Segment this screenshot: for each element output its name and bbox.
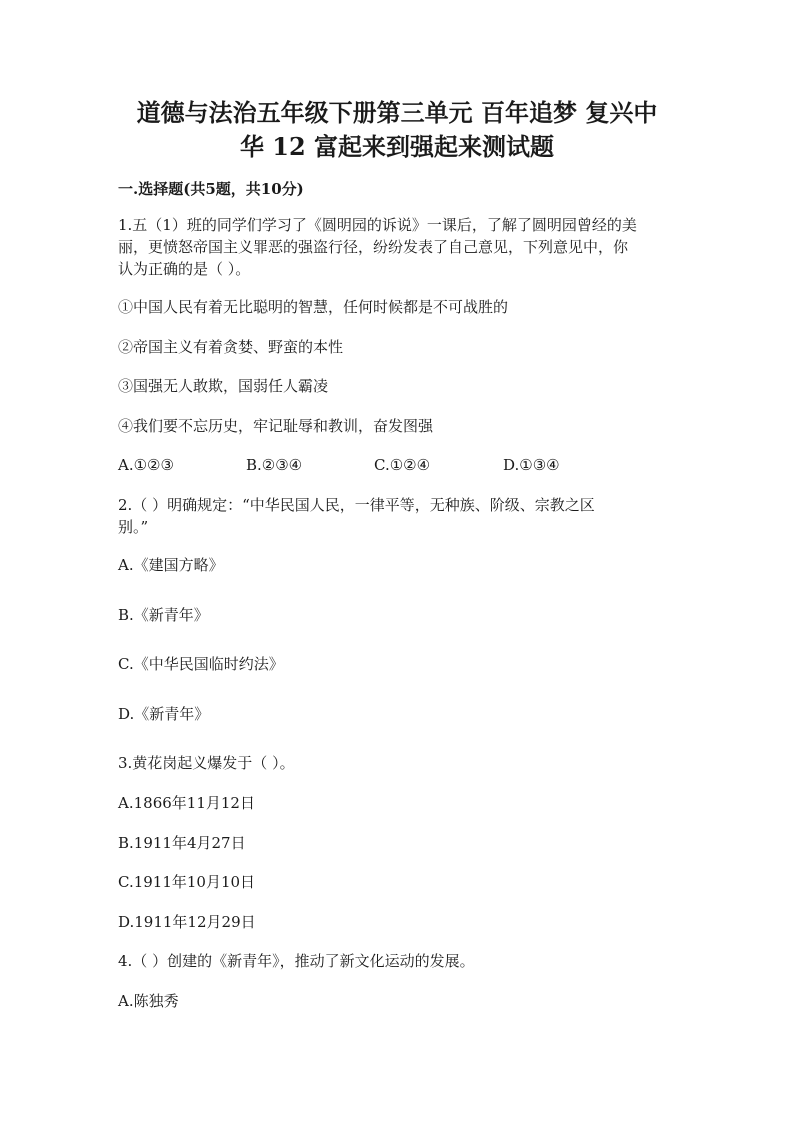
question-1-option-c: C.①②④: [374, 456, 431, 474]
question-2-option-b: B.《新青年》: [118, 606, 209, 624]
question-1-option-b: B.②③④: [246, 456, 303, 474]
question-4-option-a: A.陈独秀: [118, 992, 179, 1010]
question-2-stem-line-1: 2.（ ）明确规定：“中华民国人民，一律平等，无种族、阶级、宗教之区: [118, 496, 595, 514]
question-1-option-d: D.①③④: [503, 456, 560, 474]
question-1-statement-2: ②帝国主义有着贪婪、野蛮的本性: [118, 338, 344, 356]
question-3-option-a: A.1866年11月12日: [118, 794, 255, 812]
question-3-option-b: B.1911年4月27日: [118, 834, 246, 852]
question-1-statement-3: ③国强无人敢欺，国弱任人霸凌: [118, 377, 329, 395]
question-1-statement-4: ④我们要不忘历史，牢记耻辱和教训，奋发图强: [118, 417, 434, 435]
question-1-statement-1: ①中国人民有着无比聪明的智慧，任何时候都是不可战胜的: [118, 298, 509, 316]
question-3-option-c: C.1911年10月10日: [118, 873, 256, 891]
section-heading: 一.选择题(共5题，共10分): [118, 180, 304, 198]
question-1-stem-line-1: 1.五（1）班的同学们学习了《圆明园的诉说》一课后，了解了圆明园曾经的美: [118, 216, 637, 234]
question-2-stem-line-2: 别。”: [118, 518, 149, 536]
question-1-stem-line-2: 丽，更愤怒帝国主义罪恶的强盗行径，纷纷发表了自己意见，下列意见中，你: [118, 238, 629, 256]
question-2-option-d: D.《新青年》: [118, 705, 210, 723]
question-3-option-d: D.1911年12月29日: [118, 913, 256, 931]
question-3-stem: 3.黄花岗起义爆发于（ ）。: [118, 754, 295, 772]
question-2-option-a: A.《建国方略》: [118, 556, 224, 574]
question-2-option-c: C.《中华民国临时约法》: [118, 655, 284, 673]
question-4-stem: 4.（ ）创建的《新青年》，推动了新文化运动的发展。: [118, 952, 475, 970]
document-title-line-2: 华 12 富起来到强起来测试题: [239, 132, 555, 161]
document-title-line-1: 道德与法治五年级下册第三单元 百年追梦 复兴中: [136, 98, 658, 127]
question-1-stem-line-3: 认为正确的是（ ）。: [118, 260, 251, 278]
question-1-option-a: A.①②③: [118, 456, 174, 474]
